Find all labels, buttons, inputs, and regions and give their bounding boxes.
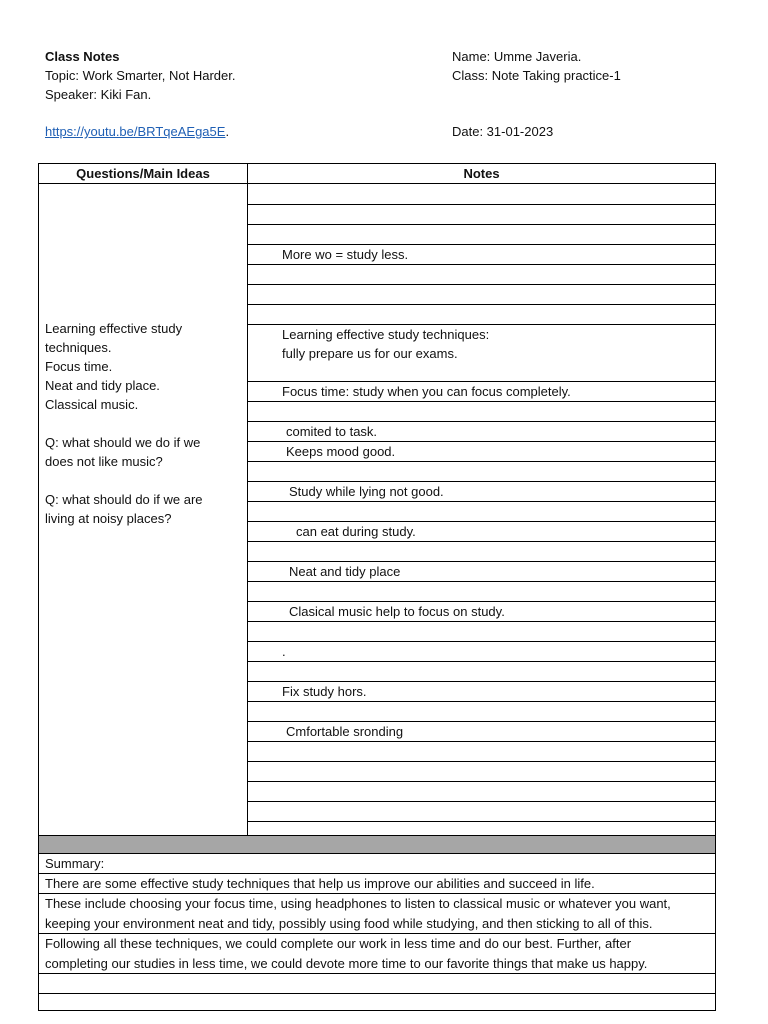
note-row	[248, 602, 715, 622]
note-text: Learning effective study techniques:	[282, 327, 490, 342]
header-right	[452, 47, 621, 85]
note-text: More wo = study less.	[282, 247, 409, 262]
note-text: fully prepare us for our exams.	[282, 346, 458, 361]
link-line	[45, 122, 229, 141]
note-row	[248, 225, 715, 245]
note-row	[248, 285, 715, 305]
question-line: Focus time.	[45, 359, 113, 374]
note-row	[248, 802, 715, 822]
note-row	[248, 782, 715, 802]
note-row	[248, 422, 715, 442]
question-line: Learning effective study	[45, 321, 183, 336]
topic-text: Topic: Work Smarter, Not Harder.	[45, 68, 236, 83]
section-divider	[39, 835, 715, 854]
date-text: Date: 31-01-2023	[452, 124, 554, 139]
questions-column-header: Questions/Main Ideas	[39, 164, 248, 184]
questions-column	[39, 184, 248, 835]
note-text: .	[282, 644, 286, 659]
note-row	[248, 682, 715, 702]
question-line: Q: what should do if we are	[45, 492, 203, 507]
note-row	[248, 402, 715, 422]
note-row	[248, 245, 715, 265]
question-line: techniques.	[45, 340, 112, 355]
page-title: Class Notes	[45, 49, 120, 64]
note-row	[248, 662, 715, 682]
note-row	[248, 184, 715, 205]
note-row	[248, 722, 715, 742]
question-line: living at noisy places?	[45, 511, 172, 526]
question-line: Classical music.	[45, 397, 139, 412]
note-row	[248, 442, 715, 462]
video-link[interactable]: https://youtu.be/BRTqeAEga5E	[45, 124, 226, 139]
summary-line: Following all these techniques, we could complete our work in less time and do our best. Further, after	[45, 936, 632, 951]
note-text: Neat and tidy place	[289, 564, 401, 579]
note-text: can eat during study.	[296, 524, 416, 539]
question-gap	[45, 471, 203, 490]
date-block	[452, 122, 553, 141]
name-text: Name: Umme Javeria.	[452, 49, 582, 64]
notes-column-header: Notes	[248, 164, 715, 184]
summary-line: keeping your environment neat and tidy, possibly using food while studying, and then sticking to all of this.	[39, 914, 715, 934]
note-row	[248, 582, 715, 602]
question-gap	[45, 414, 203, 433]
question-line: does not like music?	[45, 454, 163, 469]
summary-blank-row	[39, 994, 715, 1010]
summary-line: These include choosing your focus time, using headphones to listen to classical music or whatever you want,	[45, 896, 671, 911]
questions-text	[45, 319, 203, 528]
summary-line: There are some effective study techniques that help us improve our abilities and succeed in life.	[39, 874, 715, 894]
summary-line: completing our studies in less time, we could devote more time to our favorite things that make us happy.	[39, 954, 715, 974]
note-text: Keeps mood good.	[286, 444, 396, 459]
note-row	[248, 325, 715, 382]
note-text: Fix study hors.	[282, 684, 367, 699]
note-text: Cmfortable sronding	[286, 724, 404, 739]
summary-label: Summary:	[39, 854, 715, 874]
note-text: Focus time: study when you can focus completely.	[282, 384, 571, 399]
note-row	[248, 762, 715, 782]
note-text: Study while lying not good.	[289, 484, 444, 499]
note-row	[248, 742, 715, 762]
link-suffix: .	[225, 124, 230, 139]
note-text: comited to task.	[286, 424, 378, 439]
summary-blank-row	[39, 974, 715, 994]
note-row	[248, 642, 715, 662]
note-row	[248, 622, 715, 642]
note-row	[248, 305, 715, 325]
question-line: Neat and tidy place.	[45, 378, 160, 393]
note-row	[248, 822, 715, 835]
question-line: Q: what should we do if we	[45, 435, 201, 450]
notes-table	[38, 163, 716, 1011]
class-text: Class: Note Taking practice-1	[452, 68, 621, 83]
note-row	[248, 482, 715, 502]
note-row	[248, 205, 715, 225]
note-row	[248, 542, 715, 562]
note-row	[248, 562, 715, 582]
note-row	[248, 702, 715, 722]
note-text: Clasical music help to focus on study.	[289, 604, 505, 619]
note-row	[248, 382, 715, 402]
note-row	[248, 502, 715, 522]
note-row	[248, 522, 715, 542]
speaker-text: Speaker: Kiki Fan.	[45, 87, 152, 102]
note-row	[248, 265, 715, 285]
header-left	[45, 47, 236, 104]
note-row	[248, 462, 715, 482]
